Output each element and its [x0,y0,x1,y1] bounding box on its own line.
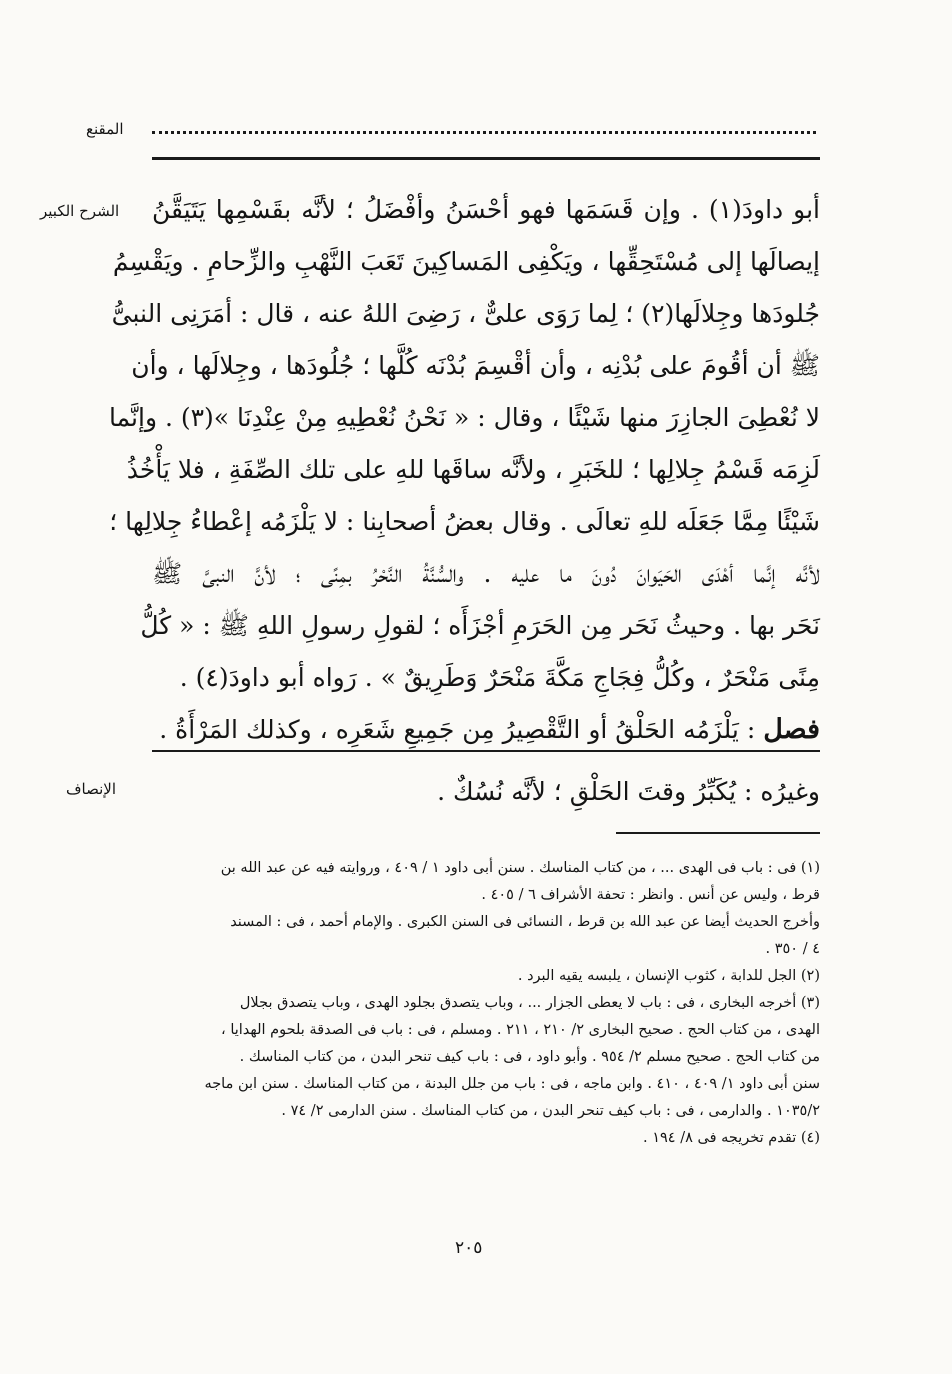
main-text-line: لا نُعْطِىَ الجازِرَ منها شَيْئًا ، وقال : « نَحْنُ نُعْطِيهِ مِنْ عِنْدِنَا »(٣) . وإنَّما [108,403,820,432]
main-text-line: ﷺ أن أقُومَ على بُدْنِه ، وأن أقْسِمَ بُدْنَه كُلَّها ؛ جُلُودَها ، وجِلالَها ، وأن [131,351,820,380]
section-rule [152,750,820,752]
footnotes-block [120,855,820,1152]
footnote-line: وأخرج الحديث أيضا عن عبد الله بن قرط ، النسائى فى السنن الكبرى . والإمام أحمد ، فى : المسند [230,914,820,930]
main-text-line: إيصالَها إلى مُسْتَحِقِّها ، ويَكْفِى المَساكِينَ تَعَبَ النَّهْبِ والزِّحامِ . ويَقْسِمُ [112,247,820,276]
main-text-block [108,184,820,756]
main-text-line: أبو داودَ(١) . وإن قَسَمَها فهو أحْسَنُ وأفْضَلُ ؛ لأنَّه بقَسْمِها يَتَيَقَّنُ [152,195,820,224]
insaf-text-block [152,766,820,818]
footnote-line: سنن أبى داود ١/ ٤٠٩ ، ٤١٠ . وابن ماجه ، فى : باب من جلل البدنة ، من كتاب المناسك . سنن ابن ماجه [204,1076,820,1092]
main-text-line: نَحَر بها . وحيثُ نَحَر مِن الحَرَمِ أجْزَأَه ؛ لقولِ رسولِ اللهِ ﷺ : « كُلُّ [140,611,820,640]
footnote-line: ١٠٣٥/٢ . والدارمى ، فى : باب كيف تنحر البدن ، من كتاب المناسك . سنن الدارمى ٢/ ٧٤ . [281,1103,820,1119]
footnote-line: (٤) تقدم تخريجه فى ٨/ ١٩٤ . [643,1130,820,1146]
footnote-line: قرط ، وليس عن أنس . وانظر : تحفة الأشراف ٦ / ٤٠٥ . [481,887,820,903]
fasl-label: فصل [763,714,820,745]
footnote-line: (١) فى : باب فى الهدى ... ، من كتاب المناسك . سنن أبى داود ١ / ٤٠٩ ، وروايته فيه عن عبد الله بن [220,860,820,876]
header-dotted-rule [152,131,816,134]
insaf-text: وغيرُه : يُكَبِّرُ وقتَ الحَلْقِ ؛ لأنَّه نُسُكٌ . [437,777,820,806]
fasl-text: : يَلْزَمُه الحَلْقُ أو التَّقْصِيرُ مِن جَمِيعِ شَعَرِه ، وكذلك المَرْأَةُ . [159,715,756,744]
footnote-line: من كتاب الحج . صحيح مسلم ٢/ ٩٥٤ . وأبو داود ، فى : باب كيف تنحر البدن ، من كتاب المناسك . [239,1049,820,1065]
main-text-line: لَزِمَه قَسْمُ جِلالِها ؛ للخَبَرِ ، ولأنَّه ساقَها للهِ على تلك الصِّفَةِ ، فلا يَأْخُذُ [126,455,820,484]
main-text-line: مِنًى مَنْحَرٌ ، وكُلُّ فِجَاجِ مَكَّةَ مَنْحَرٌ وَطَرِيقٌ » . رَواه أبو داودَ(٤) . [179,663,820,692]
footnote-line: ٤ / ٣٥٠ . [765,941,820,957]
footnote-rule [616,832,820,834]
main-text-line: شَيْئًا مِمَّا جَعَلَه للهِ تعالَى . وقال بعضُ أصحابِنا : لا يَلْزَمُه إعْطاءُ جِلالِها ؛ [109,507,820,536]
footnote-line: الهدى ، من كتاب الحج . صحيح البخارى ٢/ ٢١٠ ، ٢١١ . ومسلم ، فى : باب فى الصدقة بلحوم الهدايا ، [221,1022,820,1038]
side-label-insaf: الإنصاف [66,780,117,798]
main-text-line: لأنَّه إنَّما أهْدَى الحَيَوانَ دُونَ ما عليه . والسُّنَّةُ النَّحْرُ بمِنًى ؛ لأنَّ النبىَّ ﷺ [152,559,820,588]
page-number: ٢٠٥ [455,1238,483,1258]
footnote-line: (٣) أخرجه البخارى ، فى : باب لا يعطى الجزار ... ، وباب يتصدق بجلود الهدى ، وباب يتصدق بجلال [239,995,820,1011]
header-rule [152,157,820,160]
fasl-line [152,704,820,756]
side-label-sharh: الشرح الكبير [40,202,120,220]
main-text-line: جُلودَها وجِلالَها(٢) ؛ لِما رَوَى علىٌّ ، رَضِىَ اللهُ عنه ، قال : أمَرَنِى النبىُّ [111,299,820,328]
book-title: المقنع [86,120,124,138]
footnote-line: (٢) الجل للدابة ، كثوب الإنسان ، يلبسه يقيه البرد . [517,968,820,984]
